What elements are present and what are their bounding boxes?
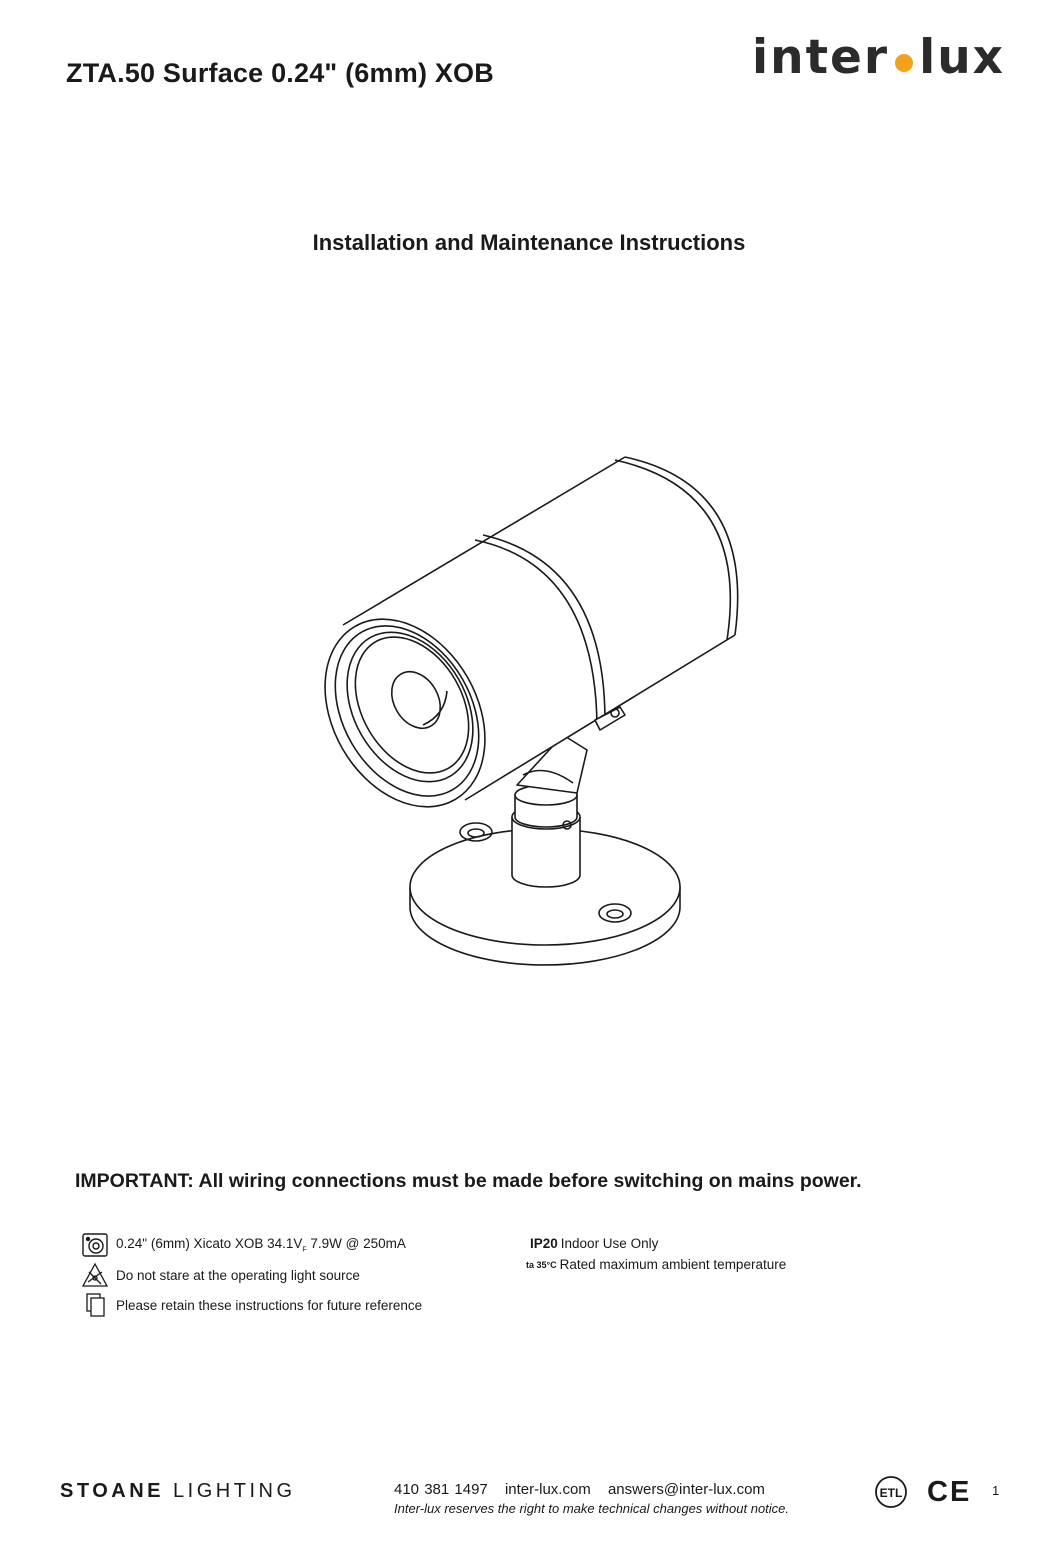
spotlight-drawing <box>295 445 755 975</box>
spec-retain-text: Please retain these instructions for future reference <box>116 1297 423 1313</box>
ambient-temp-text: Rated maximum ambient temperature <box>559 1257 787 1272</box>
brand-light: LIGHTING <box>173 1480 296 1502</box>
documents-icon <box>80 1292 110 1318</box>
page-number: 1 <box>992 1483 1000 1498</box>
spec-led-module <box>80 1232 406 1258</box>
no-stare-icon <box>80 1262 110 1288</box>
document-subtitle: Installation and Maintenance Instructions <box>312 230 746 255</box>
spec-led-text: 0.24" (6mm) Xicato XOB $34.1V_F$ 7.9W @ 250mA <box>116 1236 406 1254</box>
led-module-icon <box>80 1232 110 1258</box>
spec-ip-rating <box>530 1236 658 1251</box>
disclaimer: Inter-lux reserves the right to make technical changes without notice. <box>394 1501 790 1516</box>
etl-cert-text: ETL <box>879 1486 903 1500</box>
stoane-lighting-logo <box>60 1480 296 1503</box>
ip-rating-label: IP20 <box>530 1236 558 1251</box>
logo-dot <box>895 54 913 72</box>
website-link[interactable]: inter-lux.com <box>504 1481 591 1498</box>
ip-rating-text: Indoor Use Only <box>560 1236 659 1251</box>
ce-mark-icon: CE <box>927 1476 972 1508</box>
stem <box>512 785 580 887</box>
brand-bold: STOANE <box>60 1480 164 1502</box>
ambient-temp-label: ta 35°C <box>526 1259 557 1270</box>
logo-right-text: lux <box>919 30 1005 85</box>
spec-no-stare <box>80 1262 360 1288</box>
etl-cert-icon <box>873 1474 909 1515</box>
logo-left-text: inter <box>752 30 890 85</box>
email-link[interactable]: answers@inter-lux.com <box>607 1481 765 1498</box>
contact-line <box>394 1481 777 1498</box>
product-title: ZTA.50 Surface 0.24" (6mm) XOB <box>66 58 494 88</box>
spec-ambient-temp <box>526 1257 786 1272</box>
spec-retain-instructions <box>80 1292 422 1318</box>
interlux-logo <box>752 30 1005 85</box>
spec-no-stare-text: Do not stare at the operating light source <box>116 1267 360 1283</box>
important-notice: IMPORTANT: All wiring connections must be made before switching on mains power. <box>75 1170 862 1192</box>
phone-number[interactable]: 410 381 1497 <box>394 1481 488 1498</box>
